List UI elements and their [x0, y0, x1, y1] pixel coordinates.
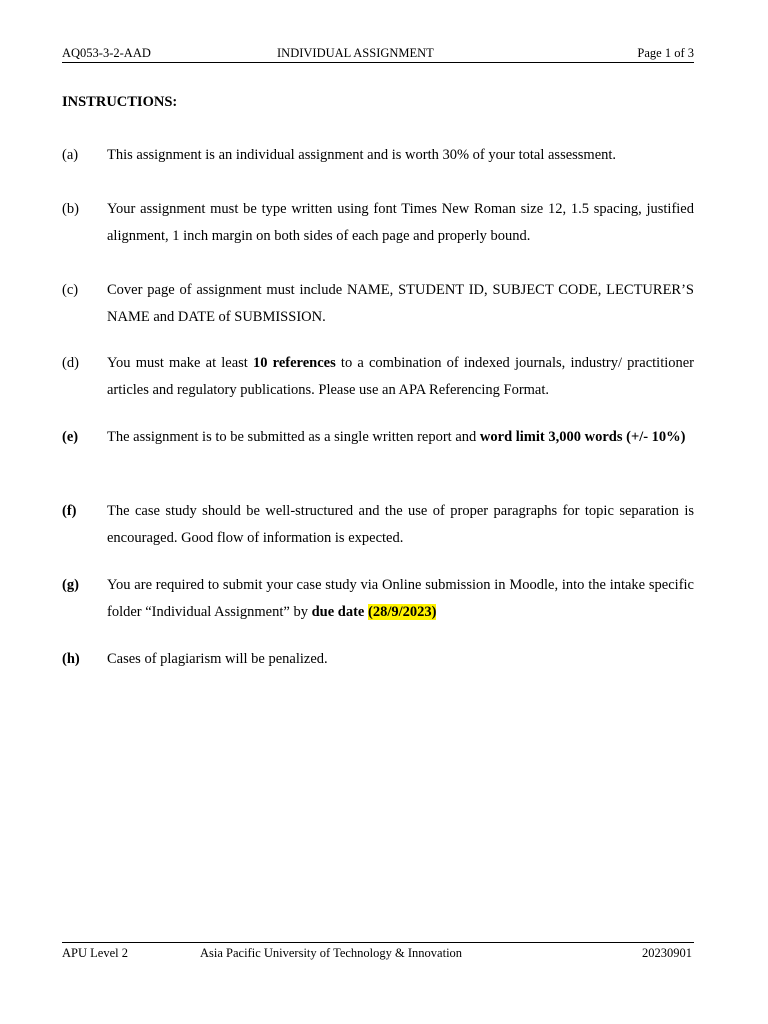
item-marker: (b) [62, 201, 79, 217]
item-marker: (g) [62, 577, 79, 593]
instruction-item-f [62, 498, 694, 552]
item-marker: (f) [62, 503, 77, 519]
item-text: Your assignment must be type written using font Times New Roman size 12, 1.5 spacing, justified alignment, 1 inch margin on both sides of each page and properly bound. [107, 201, 694, 244]
footer-date-code: 20230901 [642, 946, 692, 960]
instruction-item-h [62, 646, 694, 673]
header-title: INDIVIDUAL ASSIGNMENT [277, 46, 434, 60]
instruction-item-c [62, 277, 694, 331]
item-text-part: to a combination of indexed journals, industry/ practitioner articles and regulatory publications. Please use an APA Referencing Format. [107, 355, 695, 398]
page-footer [62, 942, 694, 961]
instructions-heading: INSTRUCTIONS: [62, 94, 178, 110]
instruction-item-b [62, 196, 694, 250]
instruction-item-e [62, 424, 694, 451]
instruction-item-a [62, 142, 694, 169]
item-text: This assignment is an individual assignment and is worth 30% of your total assessment. [107, 147, 617, 163]
due-date-highlight: (28/9/2023) [367, 604, 437, 620]
item-marker: (c) [62, 282, 79, 298]
instruction-item-d [62, 350, 694, 404]
page-number: Page 1 of 3 [637, 46, 694, 60]
item-marker: (e) [62, 429, 79, 445]
item-text: Cover page of assignment must include NAME, STUDENT ID, SUBJECT CODE, LECTURER’S NAME and DATE of SUBMISSION. [107, 282, 694, 325]
item-text: Cases of plagiarism will be penalized. [107, 651, 328, 667]
module-code: AQ053-3-2-AAD [62, 46, 151, 60]
item-text [107, 572, 694, 626]
instruction-item-g [62, 572, 694, 626]
item-text-part: You must make at least [107, 355, 254, 371]
item-text [107, 350, 694, 404]
footer-level: APU Level 2 [62, 946, 128, 960]
item-marker: (a) [62, 147, 79, 163]
due-date-label: due date [311, 604, 365, 620]
item-text-part: The assignment is to be submitted as a single written report and [107, 429, 480, 445]
item-marker: (h) [62, 651, 80, 667]
item-marker: (d) [62, 355, 79, 371]
page-header [62, 46, 694, 63]
item-text-part: You are required to submit your case study via Online submission in Moodle, into the intake specific folder “Individual Assignment” by [107, 577, 694, 620]
word-limit: word limit 3,000 words (+/- 10%) [479, 429, 686, 445]
item-text: The case study should be well-structured and the use of proper paragraphs for topic separation is encouraged. Good flow of information is expected. [107, 503, 694, 546]
item-text [107, 424, 694, 451]
footer-university: Asia Pacific University of Technology & Innovation [200, 946, 463, 960]
references-requirement: 10 references [253, 355, 336, 371]
